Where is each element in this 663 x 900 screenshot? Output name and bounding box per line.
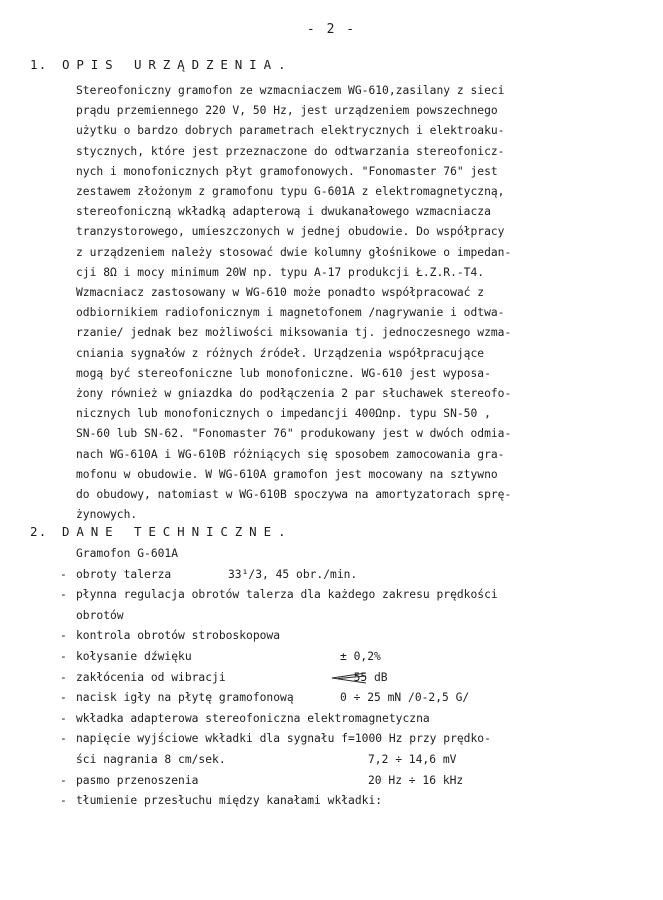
- paragraph-line: nicznych lub monofonicznych o impedancji 400Ωnp. typu SN-50 ,: [76, 407, 491, 421]
- spec-label: wkładka adapterowa stereofoniczna elektromagnetyczna: [76, 711, 430, 725]
- spec-dash: -: [60, 691, 67, 705]
- spec-label: obroty talerza: [76, 567, 172, 581]
- spec-row: [60, 771, 620, 792]
- paragraph-line: mofonu w obudowie. W WG-610A gramofon jest mocowany na sztywno: [76, 467, 498, 481]
- spec-value: 20 Hz ÷ 16 kHz: [368, 773, 464, 787]
- paragraph-line: rzanie/ jednak bez możliwości miksowania tj. jednoczesnego wzma-: [76, 326, 512, 340]
- spec-label: zakłócenia od wibracji: [76, 670, 226, 684]
- paragraph-line: zestawem złożonym z gramofonu typu G-601A z elektromagnetyczną,: [76, 185, 505, 199]
- spec-row: [60, 688, 620, 709]
- paragraph-line: z urządzeniem należy stosować dwie kolumny głośnikowe o impedan-: [76, 245, 512, 259]
- paragraph-line: nych i monofonicznych płyt gramofonowych. "Fonomaster 76" jest: [76, 164, 498, 178]
- spec-value: 7,2 ÷ 14,6 mV: [368, 752, 457, 766]
- spec-row: [60, 565, 620, 586]
- spec-dash: -: [60, 794, 67, 808]
- section-1-number: 1.: [30, 57, 48, 72]
- paragraph-line: żynowych.: [76, 508, 138, 522]
- spec-row: [60, 668, 620, 689]
- spec-row: [60, 585, 620, 606]
- paragraph-line: cji 8Ω i mocy minimum 20W np. typu A-17 produkcji Ł.Z.R.-T4.: [76, 265, 485, 279]
- paragraph-line: stereofoniczną wkładką adapterową i dwukanałowego wzmacniacza: [76, 205, 491, 219]
- spec-row: [60, 606, 620, 627]
- paragraph-line: stycznych, które jest przeznaczone do odtwarzania stereofonicz-: [76, 144, 505, 158]
- paragraph-line: użytku o bardzo dobrych parametrach elektrycznych i elektroaku-: [76, 124, 505, 138]
- spec-label: tłumienie przesłuchu między kanałami wkładki:: [76, 794, 383, 808]
- spec-dash: -: [60, 629, 67, 643]
- paragraph-line: odbiornikiem radiofonicznym i magnetofonem /nagrywanie i odtwa-: [76, 306, 505, 320]
- spec-dash: -: [60, 773, 67, 787]
- paragraph-line: Stereofoniczny gramofon ze wzmacniaczem WG-610,zasilany z sieci: [76, 84, 505, 97]
- section-2-title: DANE TECHNICZNE.: [61, 524, 293, 539]
- spec-block: [60, 544, 620, 812]
- paragraph-line: cniania sygnałów z różnych źródeł. Urządzenia współpracujące: [76, 346, 485, 360]
- paragraph-line: prądu przemiennego 220 V, 50 Hz, jest urządzeniem powszechnego: [76, 104, 498, 118]
- spec-value: - 55 dB: [340, 670, 388, 684]
- paragraph-line: nach WG-610A i WG-610B różniących się sposobem zamocowania gra-: [76, 447, 505, 461]
- spec-label: kołysanie dźwięku: [76, 649, 192, 663]
- paragraph-line: mogą być stereofoniczne lub monofoniczne. WG-610 jest wyposa-: [76, 366, 491, 380]
- spec-label: napięcie wyjściowe wkładki dla sygnału f=1000 Hz przy prędko-: [76, 732, 491, 746]
- page-number: - 2 -: [306, 22, 357, 37]
- spec-dash: -: [60, 732, 67, 746]
- spec-row: [60, 647, 620, 668]
- spec-label: nacisk igły na płytę gramofonową: [76, 691, 294, 705]
- spec-dash: -: [60, 567, 67, 581]
- spec-dash: -: [60, 670, 67, 684]
- spec-row: [60, 709, 620, 730]
- paragraph-line: SN-60 lub SN-62. "Fonomaster 76" produkowany jest w dwóch odmia-: [76, 427, 512, 441]
- spec-dash: -: [60, 588, 67, 602]
- spec-dash: -: [60, 711, 67, 725]
- paragraph-line: tranzystorowego, umieszczonych w jednej obudowie. Do współpracy: [76, 225, 505, 239]
- spec-row: [60, 791, 620, 812]
- section-2-heading: [30, 524, 292, 539]
- section-2-number: 2.: [30, 524, 48, 539]
- spec-label: ści nagrania 8 cm/sek.: [76, 752, 226, 766]
- section-1-title: OPIS URZĄDZENIA.: [61, 57, 293, 72]
- spec-row: [60, 626, 620, 647]
- spec-dash: -: [60, 649, 67, 663]
- spec-row: [60, 750, 620, 771]
- spec-row: [60, 729, 620, 750]
- paragraph-line: do obudowy, natomiast w WG-610B spoczywa na amortyzatorach sprę-: [76, 488, 512, 502]
- spec-subtitle: Gramofon G-601A: [76, 547, 179, 560]
- spec-label: pasmo przenoszenia: [76, 773, 199, 787]
- spec-value: 0 ÷ 25 mN /0-2,5 G/: [340, 691, 470, 705]
- spec-value: ± 0,2%: [340, 649, 381, 663]
- spec-value: 33¹/3, 45 obr./min.: [228, 567, 358, 581]
- less-than-mark-icon: [328, 672, 368, 684]
- paragraph-line: Wzmacniacz zastosowany w WG-610 może ponadto współpracować z: [76, 286, 485, 300]
- spec-list: [60, 565, 620, 812]
- section-1-heading: [30, 57, 292, 72]
- section-1-paragraph: [76, 81, 596, 525]
- spec-label: kontrola obrotów stroboskopowa: [76, 629, 281, 643]
- paragraph-line: żony również w gniazdka do podłączenia 2 par słuchawek stereofo-: [76, 387, 512, 401]
- spec-label: obrotów: [76, 608, 124, 622]
- spec-label: płynna regulacja obrotów talerza dla każdego zakresu prędkości: [76, 588, 498, 602]
